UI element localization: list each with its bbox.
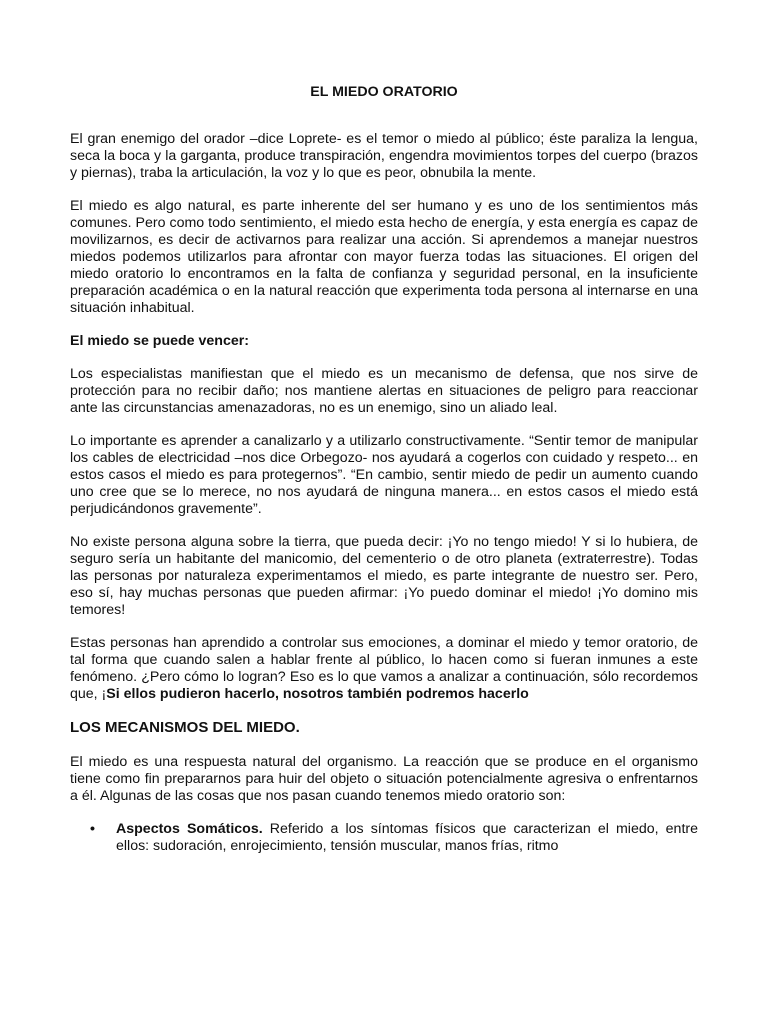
document-body xyxy=(70,84,698,855)
list-item xyxy=(70,821,698,855)
intro-paragraph-1: El gran enemigo del orador –dice Loprete- es el temor o miedo al público; éste paraliza la lengua, seca la boca y la garganta, produce transpiración, engendra movimientos torpes del cuerpo (brazos y piernas), traba la articulación, la voz y lo que es peor, obnubila la mente. xyxy=(70,131,698,181)
section1-paragraph-4-text: Estas personas han aprendido a controlar sus emociones, a dominar el miedo y temor oratorio, de tal forma que cuando salen a hablar frente al público, lo hacen como si fueran inmunes a este fenómeno. ¿Pero cómo lo logran? Eso es lo que vamos a analizar a continuación, sólo recordemos que, ¡ xyxy=(70,635,698,702)
section2-paragraph: El miedo es una respuesta natural del organismo. La reacción que se produce en el organismo tiene como fin prepararnos para huir del objeto o situación potencialmente agresiva o enfrentarnos a él. Algunas de las cosas que nos pasan cuando tenemos miedo oratorio son: xyxy=(70,754,698,804)
bullet-label: Aspectos Somáticos. xyxy=(116,821,263,837)
section1-paragraph-2: Lo importante es aprender a canalizarlo y a utilizarlo constructivamente. “Sentir temor de manipular los cables de electricidad –nos dice Orbegozo- nos ayudará a cogerlos con cuidado y respeto... en estos casos el miedo es para protegernos”. “En cambio, sentir miedo de pedir un aumento cuando uno cree que se lo merece, no nos ayudará de ninguna manera... en estos casos el miedo está perjudicándonos gravemente”. xyxy=(70,433,698,517)
section1-paragraph-1: Los especialistas manifiestan que el miedo es un mecanismo de defensa, que nos sirve de protección para no recibir daño; nos mantiene alertas en situaciones de peligro para reaccionar ante las circunstancias amenazadoras, no es un enemigo, sino un aliado leal. xyxy=(70,366,698,416)
bullet-list xyxy=(70,821,698,855)
bullet-text: Referido a los síntomas físicos que caracterizan el miedo, entre ellos: sudoración, enrojecimiento, tensión muscular, manos frías, ritmo xyxy=(116,821,698,854)
section1-paragraph-4 xyxy=(70,635,698,703)
bullet-icon: • xyxy=(90,821,95,837)
section1-paragraph-4-bold: Si ellos pudieron hacerlo, nosotros también podremos hacerlo xyxy=(106,686,529,702)
section-heading-mecanismos: LOS MECANISMOS DEL MIEDO. xyxy=(70,719,300,736)
intro-paragraph-2: El miedo es algo natural, es parte inherente del ser humano y es uno de los sentimientos más comunes. Pero como todo sentimiento, el miedo esta hecho de energía, y esta energía es capaz de movilizarnos, es decir de activarnos para realizar una acción. Si aprendemos a manejar nuestros miedos podemos utilizarlos para afrontar con mayor fuerza todas las situaciones. El origen del miedo oratorio lo encontramos en la falta de confianza y seguridad personal, en la insuficiente preparación académica o en la natural reacción que experimenta toda persona al internarse en una situación inhabitual. xyxy=(70,198,698,316)
section1-paragraph-3: No existe persona alguna sobre la tierra, que pueda decir: ¡Yo no tengo miedo! Y si lo hubiera, de seguro sería un habitante del manicomio, del cementerio o de otro planeta (extraterrestre). Todas las personas por naturaleza experimentamos el miedo, es parte integrante de nuestro ser. Pero, eso sí, hay muchas personas que pueden afirmar: ¡Yo puedo dominar el miedo! ¡Yo domino mis temores! xyxy=(70,534,698,618)
section-heading-vencer: El miedo se puede vencer: xyxy=(70,333,249,349)
document-title: EL MIEDO ORATORIO xyxy=(310,84,458,100)
